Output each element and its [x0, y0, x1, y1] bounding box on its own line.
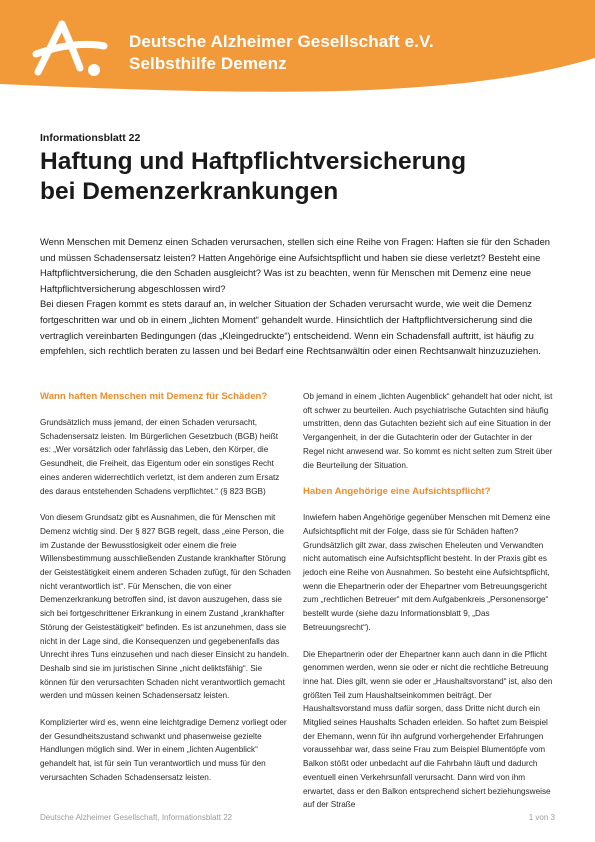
body-paragraph: Inwiefern haben Angehörige gegenüber Menschen mit Demenz eine Aufsichtspflicht mit der Folge, dass sie für Schäden haften? Grundsätzlich gilt zwar, dass zwischen Eheleuten und Verwandten nicht automatisch eine Aufsichtspflicht besteht. In der Praxis gibt es jedoch eine Reihe von Ausnahmen. So besteht eine Aufsichtspflicht, wenn die Ehepartnerin oder der Ehepartner vom Betreuungsgericht zum „rechtlichen Betreuer“ mit dem Aufgabenkreis „Personensorge“ bestellt wurde (siehe dazu Informationsblatt 9, „Das Betreuungsrecht“).: [303, 513, 551, 632]
document-title-line-2: bei Demenzerkrankungen: [40, 178, 339, 205]
footer-page-number: 1 von 3: [528, 813, 555, 822]
body-paragraph: Die Ehepartnerin oder der Ehepartner kann auch dann in die Pflicht genommen werden, wenn sie oder er nicht die rechtliche Betreuung inne hat. Dies gilt, wenn sie oder er „Haushaltsvorstand“ ist, also den größten Teil zum Haushaltseinkommen beiträgt. Der Haushaltsvorstand muss dafür sorgen, dass Dritte nicht durch ein Mitglied seines Haushalts Schaden erleiden. So haftet zum Beispiel der Ehemann, wenn für ihn aufgrund vorhergehender Erfahrungen voraussehbar war, dass seine Frau zum Beispiel Blumentöpfe vom Balkon stößt oder unbedacht auf die Fahrbahn läuft und dadurch eventuell einen Verkehrsunfall verursacht. Dann wird von ihm erwartet, dass er den Balkon entsprechend sichert beziehungsweise auf der Straße: [303, 649, 553, 810]
alzheimer-gesellschaft-logo-icon: [28, 16, 108, 84]
organization-name-line-1: Deutsche Alzheimer Gesellschaft e.V.: [129, 32, 434, 51]
intro-paragraph: Wenn Menschen mit Demenz einen Schaden verursachen, stellen sich eine Reihe von Fragen: Haften sie für den Schaden und müssen Schadensersatz leisten? Hatten Angehörige eine Aufsichtspflicht und haben sie diese verletzt? Besteht eine Haftpflichtversicherung, die den Schaden ausgleicht? Was ist zu beachten, wenn für Menschen mit Demenz eine neue Haftpflichtversicherung abgeschlossen wird?: [40, 236, 551, 294]
right-column: [303, 390, 554, 812]
document-title: [40, 147, 560, 207]
intro-paragraph: Bei diesen Fragen kommt es stets darauf an, in welcher Situation der Schaden verursacht wurde, wie weit die Demenz fortgeschritten war und ob in einem „lichten Moment“ gehandelt wurde. Hinsichtlich der Haftpflichtversicherung sind die vertraglich vereinbarten Bedingungen (das „Kleingedruckte“) entscheidend. Wenn ein Schadensfall auftritt, ist häufig zu empfehlen, sich rechtlich beraten zu lassen und bei Bedarf eine Rechtsanwältin oder einen Rechtsanwalt hinzuzuziehen.: [40, 298, 541, 357]
left-column: [40, 390, 291, 785]
footer-source: Deutsche Alzheimer Gesellschaft, Informationsblatt 22: [40, 813, 233, 822]
section-heading: Wann haften Menschen mit Demenz für Schäden?: [40, 391, 268, 402]
body-paragraph: Von diesem Grundsatz gibt es Ausnahmen, die für Menschen mit Demenz wichtig sind. Der § 827 BGB regelt, dass „eine Person, die im Zustande der Bewusstlosigkeit oder einem die freie Willensbestimmung ausschließenden Zustande krankhafter Störung der Geistestätigkeit einem anderen Schaden zufügt, für den Schaden nicht verantwortlich ist“. Für Menschen, die von einer Demenzerkrankung betroffen sind, ist davon auszugehen, dass sie sich bei fortgeschrittener Erkrankung in einem Zustand „krankhafter Störung der Geistestätigkeit“ befinden. Es ist anzunehmen, dass sie nicht in der Lage sind, die Konsequenzen und gegebenenfalls das Unrecht ihres Tuns einzusehen und nach dieser Einsicht zu handeln. Deshalb sind sie im juristischen Sinne „nicht deliktsfähig“. Sie können für den verursachten Schaden nicht verantwortlich gemacht werden und müssen keinen Schadensersatz leisten.: [40, 513, 291, 701]
document-title-line-1: Haftung und Haftpflichtversicherung: [40, 148, 467, 175]
organization-name-line-2: Selbsthilfe Demenz: [129, 54, 287, 73]
body-paragraph: Ob jemand in einem „lichten Augenblick“ gehandelt hat oder nicht, ist oft schwer zu beurteilen. Auch psychiatrische Gutachten sind häufig umstritten, denn das Gutachten bezieht sich auf eine Situation in der Vergangenheit, in der die Gutachterin oder der Gutachter in der Regel nicht anwesend war. So kommt es nicht selten zum Streit über die Beurteilung der Situation.: [303, 392, 553, 470]
document-label: Informationsblatt 22: [40, 132, 141, 144]
organization-name: [129, 31, 434, 75]
intro-section: [40, 234, 560, 359]
body-paragraph: Grundsätzlich muss jemand, der einen Schaden verursacht, Schadensersatz leisten. Im Bürgerlichen Gesetzbuch (BGB) heißt es: „Wer vorsätzlich oder fahrlässig das Leben, den Körper, die Gesundheit, die Freiheit, das Eigentum oder ein sonstiges Recht eines anderen widerrechtlich verletzt, ist dem anderen zum Ersatz des daraus entstehenden Schadens verpflichtet.“ (§ 823 BGB): [40, 418, 280, 496]
body-paragraph: Komplizierter wird es, wenn eine leichtgradige Demenz vorliegt oder der Gesundheitszustand schwankt und phasenweise gezielte Handlungen möglich sind. Wer in einem „lichten Augenblick“ gehandelt hat, ist für sein Tun verantwortlich und muss für den verursachten Schaden Schadensersatz leisten.: [40, 718, 287, 782]
section-heading: Haben Angehörige eine Aufsichtspflicht?: [303, 486, 491, 498]
